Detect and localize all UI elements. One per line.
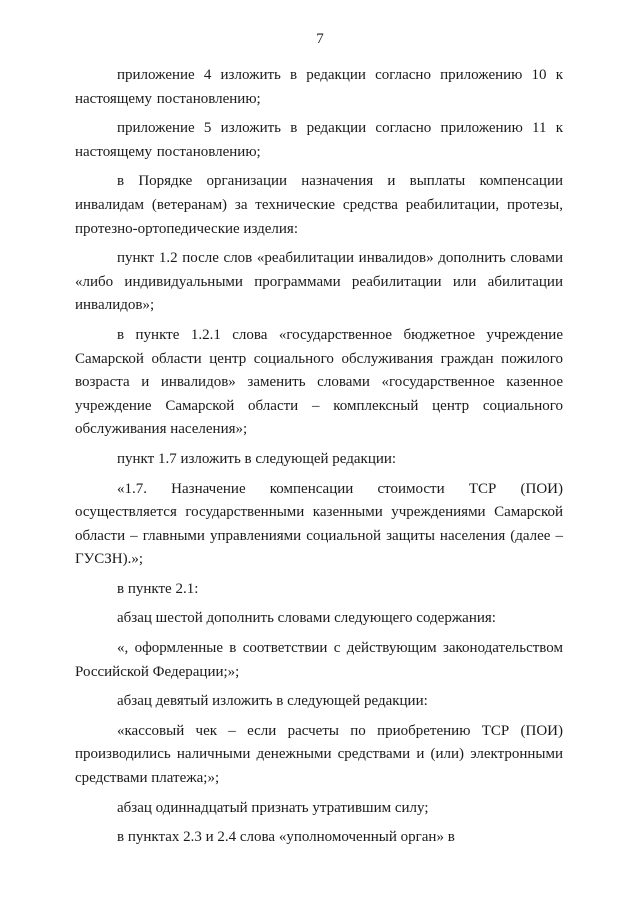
paragraph: «1.7. Назначение компенсации стоимости ТСР (ПОИ) осуществляется государственными казенными учреждениями Самарской области – главными управлениями социальной защиты населения (далее – ГУСЗН).»; (75, 480, 563, 568)
page-number: 7 (316, 31, 324, 47)
paragraph: пункт 1.7 изложить в следующей редакции: (117, 450, 397, 467)
paragraph: в пункте 1.2.1 слова «государственное бюджетное учреждение Самарской области центр социального обслуживания граждан пожилого возраста и инвалидов» заменить словами «государственное казенное учреждение Самарской области – комплексный центр социального обслуживания населения»; (75, 326, 563, 438)
paragraph: абзац шестой дополнить словами следующего содержания: (117, 610, 496, 627)
paragraph: приложение 5 изложить в редакции согласно приложению 11 к настоящему постановлению; (75, 120, 563, 160)
paragraph: пункт 1.2 после слов «реабилитации инвалидов» дополнить словами «либо индивидуальными программами реабилитации или абилитации инвалидов»; (75, 250, 563, 314)
paragraph: в пунктах 2.3 и 2.4 слова «уполномоченный орган» в (117, 829, 455, 846)
paragraph: «кассовый чек – если расчеты по приобретению ТСР (ПОИ) производились наличными денежными средствами и (или) электронными средствами платежа;»; (75, 722, 563, 787)
document-body (75, 64, 563, 856)
paragraph: абзац девятый изложить в следующей редакции: (117, 693, 428, 710)
paragraph: приложение 4 изложить в редакции согласно приложению 10 к настоящему постановлению; (75, 67, 563, 107)
paragraph: в Порядке организации назначения и выплаты компенсации инвалидам (ветеранам) за технические средства реабилитации, протезы, протезно-ортопедические изделия: (75, 173, 563, 237)
paragraph: в пункте 2.1: (117, 580, 199, 597)
paragraph: абзац одиннадцатый признать утратившим силу; (117, 799, 429, 816)
paragraph: «, оформленные в соответствии с действующим законодательством Российской Федерации;»; (75, 640, 563, 680)
